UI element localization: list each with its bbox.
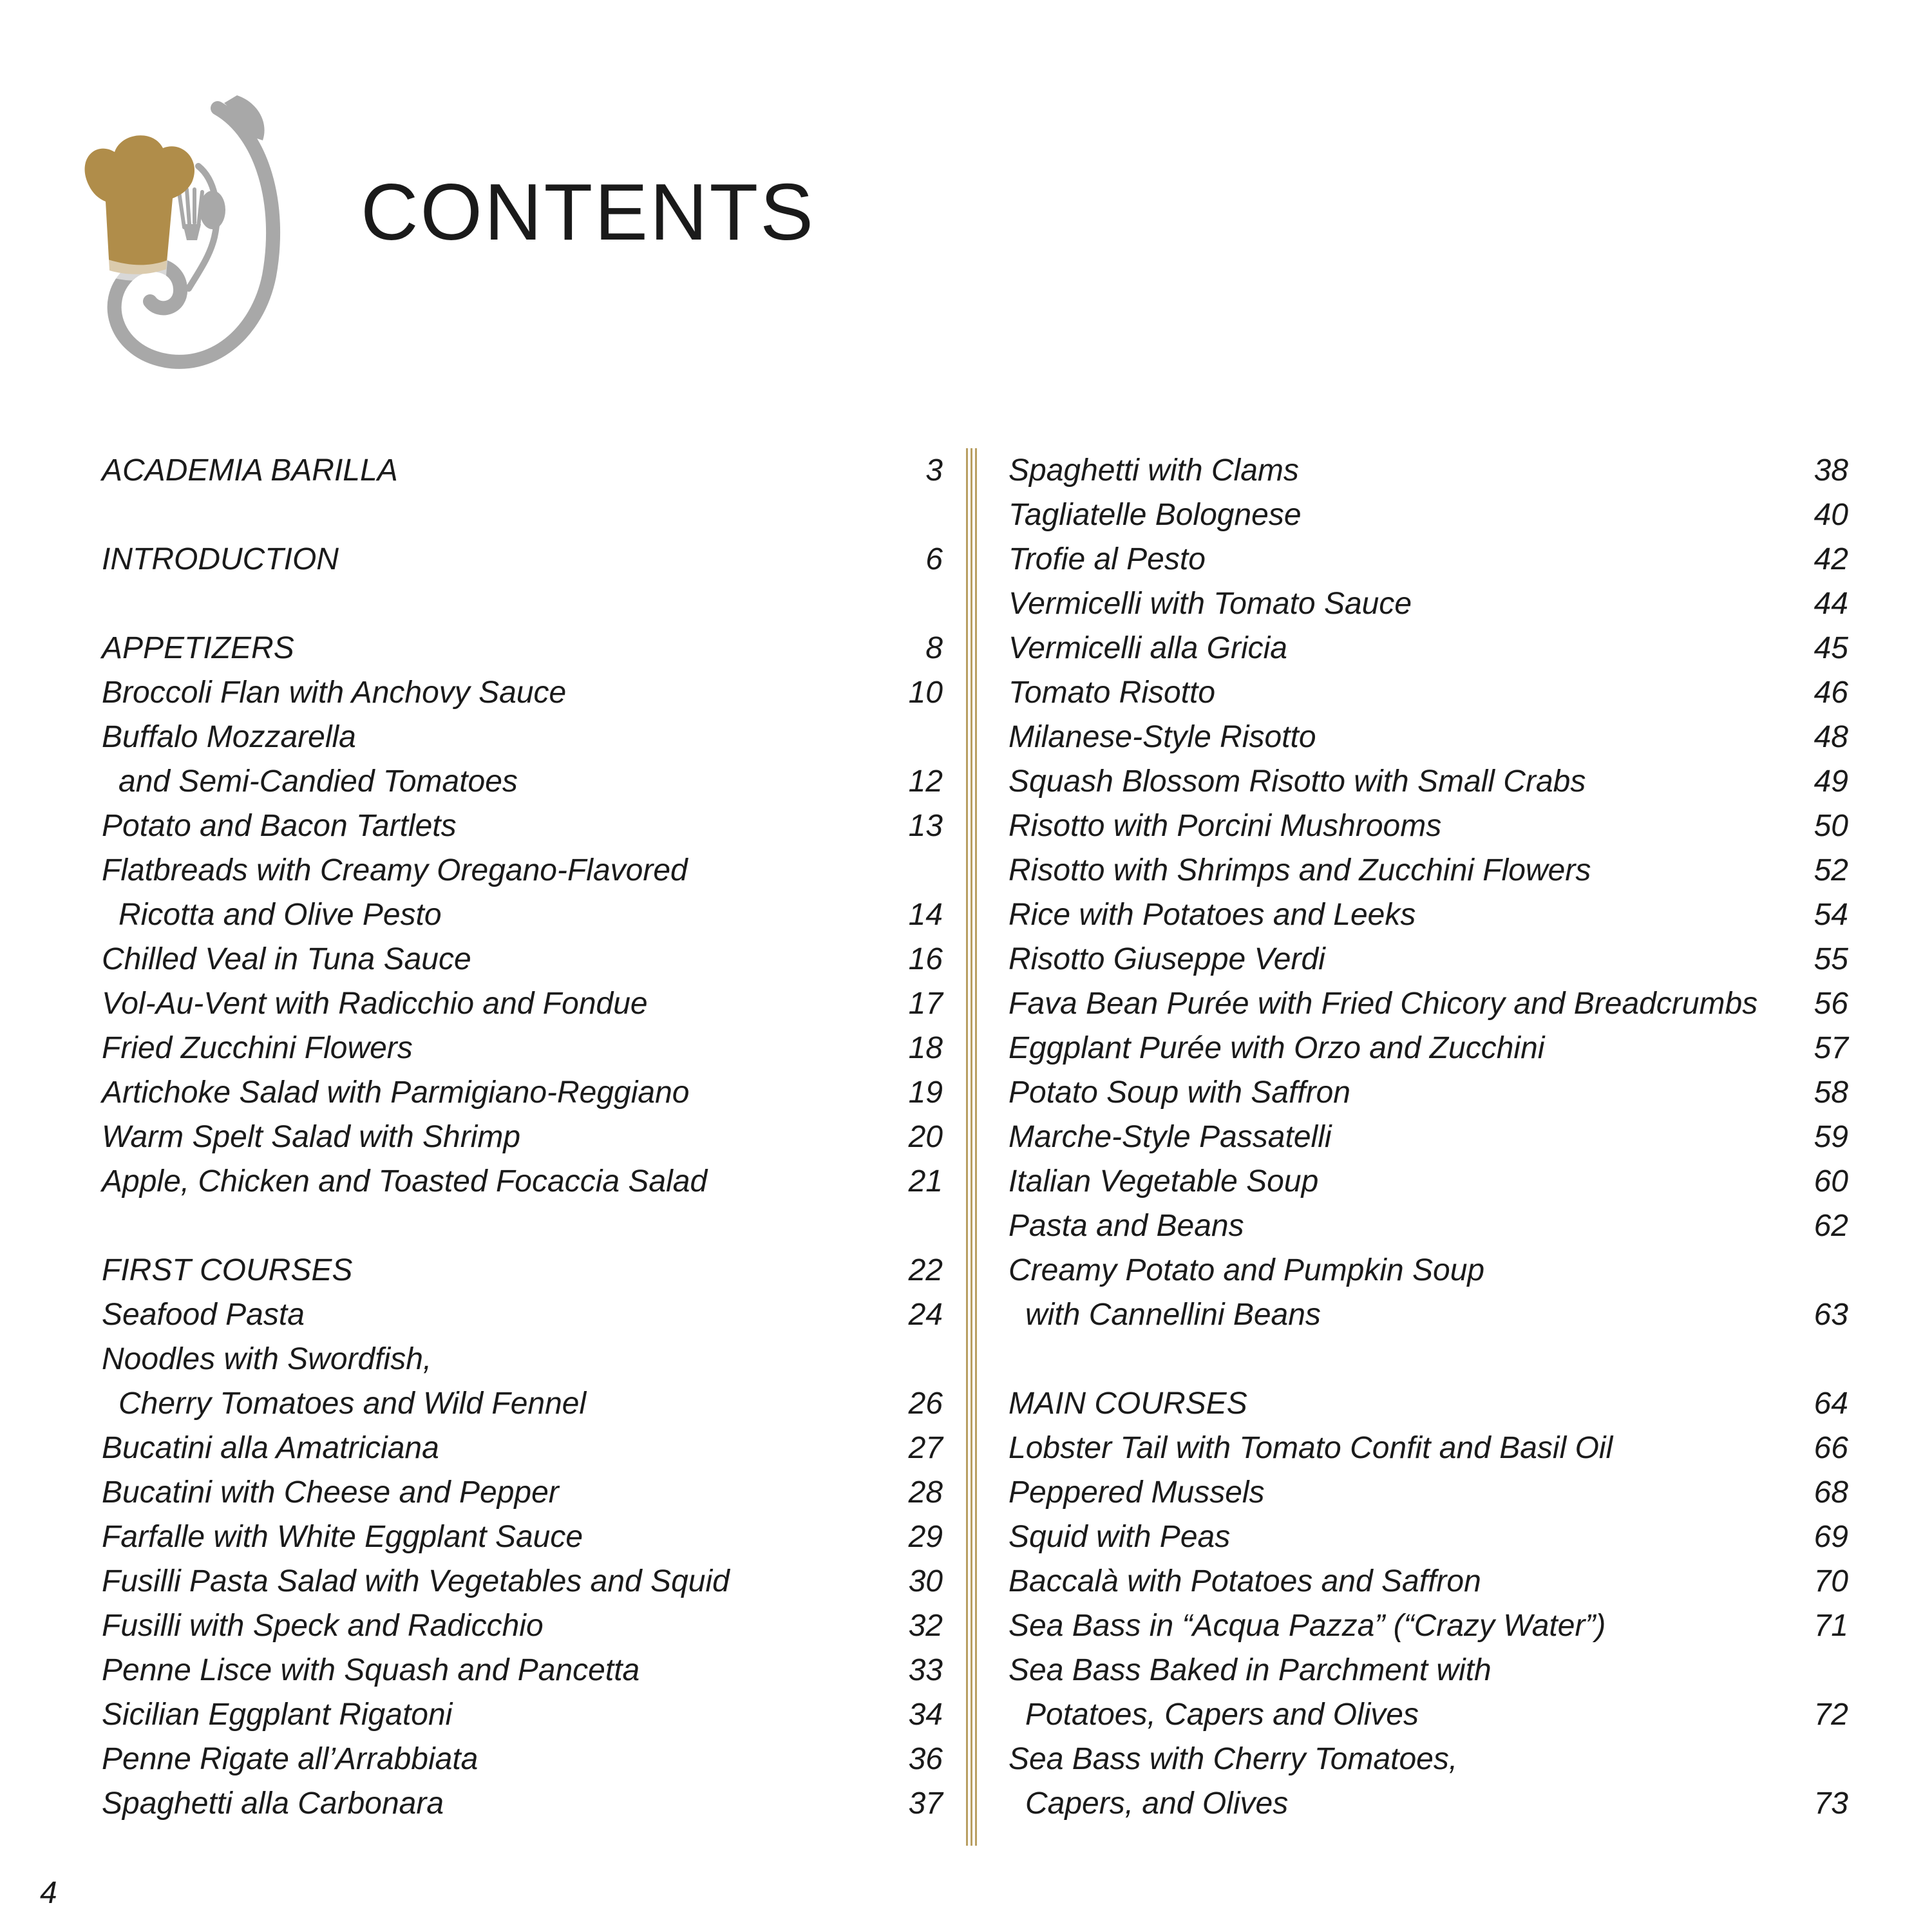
toc-section-heading (102, 626, 943, 670)
toc-entry (102, 1781, 943, 1826)
toc-entry-title: Noodles with Swordfish, (102, 1342, 432, 1376)
toc-entry (1009, 937, 1848, 981)
toc-entry (1009, 1515, 1848, 1559)
toc-entry-title: Tomato Risotto (1009, 676, 1216, 710)
toc-entry-title: Risotto with Porcini Mushrooms (1009, 809, 1442, 843)
toc-entry-page: 45 (1814, 631, 1848, 665)
toc-entry-title: Trofie al Pesto (1009, 542, 1206, 576)
toc-entry (102, 804, 943, 848)
toc-entry-title: Rice with Potatoes and Leeks (1009, 898, 1416, 932)
toc-entry (102, 1737, 943, 1781)
toc-entry (1009, 804, 1848, 848)
toc-entry-title: Sicilian Eggplant Rigatoni (102, 1698, 453, 1732)
toc-entry (1009, 1115, 1848, 1159)
page-title: CONTENTS (361, 168, 815, 257)
toc-entry (102, 1692, 943, 1737)
toc-entry-title: INTRODUCTION (102, 542, 339, 576)
toc-entry-title: with Cannellini Beans (1025, 1298, 1321, 1332)
toc-section-heading (1009, 1381, 1848, 1426)
toc-entry (102, 1470, 943, 1515)
toc-entry-page: 49 (1814, 764, 1848, 799)
toc-entry (1009, 1293, 1848, 1337)
toc-entry-title: Lobster Tail with Tomato Confit and Basil Oil (1009, 1431, 1613, 1465)
toc-entry-title: Spaghetti with Clams (1009, 453, 1299, 488)
toc-entry (102, 1070, 943, 1115)
toc-entry-title: Buffalo Mozzarella (102, 720, 356, 754)
toc-entry-page: 68 (1814, 1475, 1848, 1510)
toc-entry-title: Penne Rigate all’Arrabbiata (102, 1742, 478, 1776)
toc-entry-title: Italian Vegetable Soup (1009, 1164, 1319, 1198)
toc-entry-page: 48 (1814, 720, 1848, 754)
toc-entry-title: Fried Zucchini Flowers (102, 1031, 413, 1065)
toc-entry-title: Penne Lisce with Squash and Pancetta (102, 1653, 640, 1687)
toc-entry-page: 71 (1814, 1609, 1848, 1643)
toc-entry-page: 73 (1814, 1786, 1848, 1821)
toc-entry (1009, 759, 1848, 804)
toc-entry (102, 670, 943, 715)
toc-entry-title: Risotto with Shrimps and Zucchini Flowers (1009, 853, 1591, 887)
toc-entry-title: Vermicelli alla Gricia (1009, 631, 1287, 665)
toc-entry-page: 38 (1814, 453, 1848, 488)
toc-entry (102, 937, 943, 981)
toc-entry (102, 759, 943, 804)
toc-entry-title: and Semi-Candied Tomatoes (118, 764, 518, 799)
toc-entry-page: 40 (1814, 498, 1848, 532)
toc-section-heading (102, 1248, 943, 1293)
toc-entry-title: Risotto Giuseppe Verdi (1009, 942, 1325, 976)
toc-entry-title: Bucatini with Cheese and Pepper (102, 1475, 559, 1510)
toc-entry (1009, 1648, 1848, 1692)
toc-entry-page: 54 (1814, 898, 1848, 932)
toc-entry-title: Potato Soup with Saffron (1009, 1075, 1350, 1110)
toc-entry (1009, 1026, 1848, 1070)
toc-entry-page: 27 (908, 1431, 943, 1465)
toc-entry (1009, 981, 1848, 1026)
toc-entry-title: Sea Bass in “Acqua Pazza” (“Crazy Water”) (1009, 1609, 1606, 1643)
toc-entry (102, 981, 943, 1026)
toc-entry-page: 64 (1814, 1387, 1848, 1421)
toc-entry-page: 26 (908, 1387, 943, 1421)
toc-entry (1009, 1781, 1848, 1826)
toc-entry-page: 69 (1814, 1520, 1848, 1554)
toc-entry-title: Squash Blossom Risotto with Small Crabs (1009, 764, 1586, 799)
toc-entry (102, 1026, 943, 1070)
toc-entry-page: 30 (908, 1564, 943, 1598)
toc-entry (1009, 848, 1848, 893)
toc-entry-page: 8 (925, 631, 943, 665)
toc-entry-title: Squid with Peas (1009, 1520, 1231, 1554)
toc-entry (102, 1381, 943, 1426)
toc-entry-page: 13 (908, 809, 943, 843)
toc-entry-title: Cherry Tomatoes and Wild Fennel (118, 1387, 587, 1421)
toc-entry-page: 58 (1814, 1075, 1848, 1110)
toc-entry (1009, 1692, 1848, 1737)
toc-entry (1009, 1470, 1848, 1515)
toc-entry (1009, 582, 1848, 626)
toc-entry-title: Milanese-Style Risotto (1009, 720, 1316, 754)
toc-entry-page: 52 (1814, 853, 1848, 887)
toc-entry-title: Capers, and Olives (1025, 1786, 1289, 1821)
toc-entry (102, 1159, 943, 1204)
toc-entry (1009, 448, 1848, 493)
toc-entry (1009, 1426, 1848, 1470)
toc-entry-title: Seafood Pasta (102, 1298, 305, 1332)
toc-entry (1009, 1559, 1848, 1604)
toc-entry (102, 1115, 943, 1159)
toc-entry-page: 22 (908, 1253, 943, 1287)
toc-entry-title: FIRST COURSES (102, 1253, 353, 1287)
toc-entry-page: 42 (1814, 542, 1848, 576)
toc-entry-page: 62 (1814, 1209, 1848, 1243)
toc-entry-title: Fava Bean Purée with Fried Chicory and Breadcrumbs (1009, 987, 1758, 1021)
toc-entry-page: 10 (908, 676, 943, 710)
toc-entry-title: Pasta and Beans (1009, 1209, 1244, 1243)
toc-entry-title: Baccalà with Potatoes and Saffron (1009, 1564, 1481, 1598)
toc-entry (1009, 626, 1848, 670)
toc-entry-title: Peppered Mussels (1009, 1475, 1265, 1510)
page-number: 4 (40, 1876, 57, 1910)
toc-entry (102, 848, 943, 893)
toc-entry-page: 59 (1814, 1120, 1848, 1154)
toc-entry-page: 44 (1814, 587, 1848, 621)
toc-entry-page: 17 (908, 987, 943, 1021)
toc-entry (1009, 1737, 1848, 1781)
toc-entry-page: 16 (908, 942, 943, 976)
toc-entry-title: Broccoli Flan with Anchovy Sauce (102, 676, 567, 710)
toc-entry-title: ACADEMIA BARILLA (102, 453, 398, 488)
toc-entry-page: 56 (1814, 987, 1848, 1021)
toc-entry (1009, 1204, 1848, 1248)
toc-entry-title: Artichoke Salad with Parmigiano-Reggiano (102, 1075, 690, 1110)
toc-entry-title: Sea Bass Baked in Parchment with (1009, 1653, 1492, 1687)
toc-entry-title: Spaghetti alla Carbonara (102, 1786, 444, 1821)
toc-entry (1009, 1070, 1848, 1115)
toc-entry-title: Ricotta and Olive Pesto (118, 898, 442, 932)
toc-entry-title: Warm Spelt Salad with Shrimp (102, 1120, 521, 1154)
toc-entry-page: 29 (908, 1520, 943, 1554)
toc-section-heading (102, 537, 943, 582)
toc-entry-page: 50 (1814, 809, 1848, 843)
toc-entry-page: 21 (908, 1164, 943, 1198)
toc-entry (102, 1604, 943, 1648)
toc-entry-page: 36 (908, 1742, 943, 1776)
toc-entry-page: 55 (1814, 942, 1848, 976)
toc-entry-page: 28 (908, 1475, 943, 1510)
toc-entry-title: Marche-Style Passatelli (1009, 1120, 1332, 1154)
toc-entry-title: Sea Bass with Cherry Tomatoes, (1009, 1742, 1458, 1776)
toc-entry-page: 19 (908, 1075, 943, 1110)
toc-left-column (102, 448, 943, 1826)
toc-entry-title: Apple, Chicken and Toasted Focaccia Salad (102, 1164, 708, 1198)
toc-entry-page: 60 (1814, 1164, 1848, 1198)
toc-entry (1009, 537, 1848, 582)
toc-entry-page: 37 (908, 1786, 943, 1821)
toc-right-column (1009, 448, 1848, 1826)
toc-entry (102, 1515, 943, 1559)
toc-entry (1009, 1159, 1848, 1204)
toc-entry-page: 70 (1814, 1564, 1848, 1598)
toc-entry-page: 63 (1814, 1298, 1848, 1332)
toc-entry-page: 18 (908, 1031, 943, 1065)
toc-entry (102, 1426, 943, 1470)
toc-entry-title: Bucatini alla Amatriciana (102, 1431, 439, 1465)
toc-entry (1009, 1604, 1848, 1648)
toc-entry-title: Vol-Au-Vent with Radicchio and Fondue (102, 987, 648, 1021)
toc-entry-title: MAIN COURSES (1009, 1387, 1247, 1421)
toc-entry (1009, 670, 1848, 715)
toc-entry (102, 715, 943, 759)
toc-entry-page: 33 (908, 1653, 943, 1687)
toc-entry-page: 6 (925, 542, 943, 576)
toc-entry-page: 24 (908, 1298, 943, 1332)
toc-entry-page: 3 (925, 453, 943, 488)
toc-entry-title: Tagliatelle Bolognese (1009, 498, 1302, 532)
toc-entry (1009, 893, 1848, 937)
toc-entry-title: Creamy Potato and Pumpkin Soup (1009, 1253, 1485, 1287)
toc-entry-title: Eggplant Purée with Orzo and Zucchini (1009, 1031, 1545, 1065)
toc-entry-title: APPETIZERS (102, 631, 294, 665)
toc-section-heading (102, 448, 943, 493)
toc-entry-title: Potatoes, Capers and Olives (1025, 1698, 1419, 1732)
toc-entry (102, 1648, 943, 1692)
toc-entry-page: 12 (908, 764, 943, 799)
toc-entry-title: Vermicelli with Tomato Sauce (1009, 587, 1412, 621)
toc-entry (1009, 1248, 1848, 1293)
toc-entry (102, 1293, 943, 1337)
column-divider (966, 448, 978, 1846)
toc-entry (102, 893, 943, 937)
toc-entry-title: Fusilli with Speck and Radicchio (102, 1609, 544, 1643)
toc-entry-title: Fusilli Pasta Salad with Vegetables and Squid (102, 1564, 730, 1598)
toc-entry-title: Flatbreads with Creamy Oregano-Flavored (102, 853, 688, 887)
toc-entry (1009, 493, 1848, 537)
toc-entry (102, 1337, 943, 1381)
toc-entry-page: 46 (1814, 676, 1848, 710)
toc-entry (102, 1559, 943, 1604)
toc-entry (1009, 715, 1848, 759)
toc-entry-title: Farfalle with White Eggplant Sauce (102, 1520, 583, 1554)
toc-entry-page: 72 (1814, 1698, 1848, 1732)
toc-entry-title: Potato and Bacon Tartlets (102, 809, 457, 843)
chef-hat-cutlery-swirl-icon (70, 95, 289, 379)
toc-entry-page: 14 (908, 898, 943, 932)
toc-entry-page: 57 (1814, 1031, 1848, 1065)
toc-entry-page: 20 (908, 1120, 943, 1154)
toc-entry-page: 32 (908, 1609, 943, 1643)
toc-entry-page: 34 (908, 1698, 943, 1732)
toc-entry-title: Chilled Veal in Tuna Sauce (102, 942, 471, 976)
toc-entry-page: 66 (1814, 1431, 1848, 1465)
